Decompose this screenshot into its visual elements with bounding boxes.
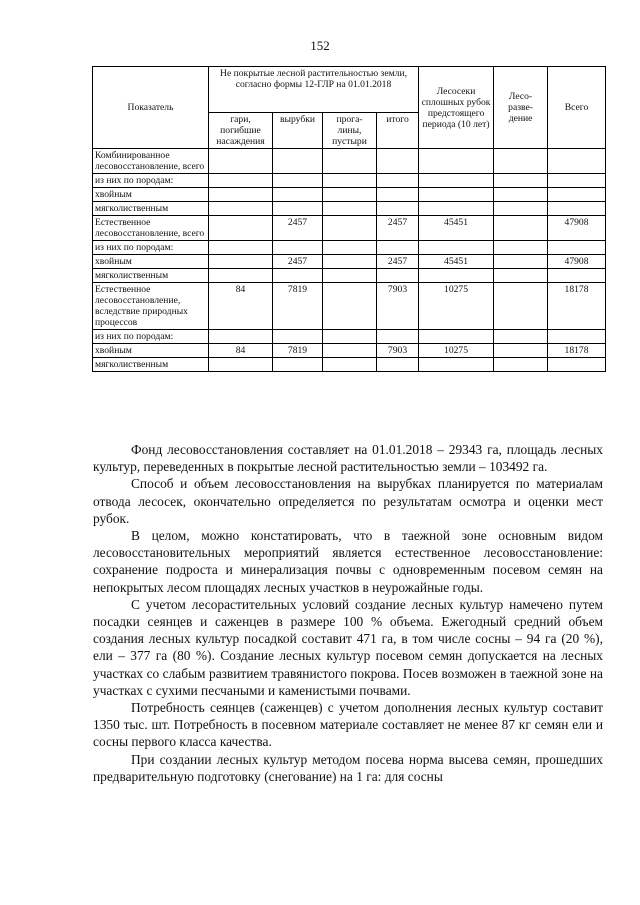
cell-total [377, 149, 419, 174]
cell-glades [323, 216, 377, 241]
cell-cuttings [273, 174, 323, 188]
cell-cuttings [273, 330, 323, 344]
cell-total [377, 188, 419, 202]
cell-clearcut [419, 330, 494, 344]
cell-all: 47908 [548, 255, 606, 269]
table-row [93, 188, 606, 202]
cell-glades [323, 344, 377, 358]
cell-clearcut: 45451 [419, 255, 494, 269]
cell-burnt [209, 269, 273, 283]
header-cuttings: вырубки [273, 113, 323, 149]
row-label: из них по породам: [93, 241, 209, 255]
cell-total: 7903 [377, 344, 419, 358]
cell-all [548, 330, 606, 344]
cell-total [377, 269, 419, 283]
header-reforest: Лесо-разве-дение [494, 67, 548, 149]
cell-reforest [494, 330, 548, 344]
row-label: хвойным [93, 255, 209, 269]
cell-all [548, 188, 606, 202]
cell-clearcut [419, 188, 494, 202]
cell-glades [323, 283, 377, 330]
cell-burnt: 84 [209, 283, 273, 330]
cell-glades [323, 269, 377, 283]
header-not-covered-group: Не покрытые лесной растительностью земли, согласно формы 12-ГЛР на 01.01.2018 [209, 67, 419, 113]
reforestation-table [92, 66, 606, 372]
cell-all: 18178 [548, 283, 606, 330]
cell-clearcut: 10275 [419, 283, 494, 330]
cell-all [548, 241, 606, 255]
cell-all [548, 358, 606, 372]
cell-reforest [494, 269, 548, 283]
cell-glades [323, 174, 377, 188]
header-indicator: Показатель [93, 67, 209, 149]
cell-burnt [209, 241, 273, 255]
cell-burnt [209, 358, 273, 372]
row-label: хвойным [93, 344, 209, 358]
paragraph: При создании лесных культур методом посева норма высева семян, прошедших предварительную подготовку (снегование) на 1 га: для сосны [93, 751, 603, 784]
cell-burnt [209, 149, 273, 174]
cell-total: 7903 [377, 283, 419, 330]
cell-burnt [209, 202, 273, 216]
row-label: хвойным [93, 188, 209, 202]
cell-cuttings [273, 358, 323, 372]
cell-glades [323, 149, 377, 174]
table-row [93, 358, 606, 372]
table-row [93, 241, 606, 255]
row-label: из них по породам: [93, 174, 209, 188]
cell-reforest [494, 188, 548, 202]
cell-cuttings [273, 188, 323, 202]
cell-cuttings: 7819 [273, 344, 323, 358]
cell-total [377, 358, 419, 372]
cell-burnt [209, 330, 273, 344]
table-row [93, 202, 606, 216]
cell-clearcut [419, 174, 494, 188]
cell-reforest [494, 202, 548, 216]
cell-reforest [494, 255, 548, 269]
cell-cuttings [273, 149, 323, 174]
table-row [93, 330, 606, 344]
table-row [93, 255, 606, 269]
paragraph: Фонд лесовосстановления составляет на 01.01.2018 – 29343 га, площадь лесных культур, переведенных в покрытые лесной растительностью земли – 103492 га. [93, 442, 603, 475]
cell-total [377, 202, 419, 216]
row-label: мягколиственным [93, 202, 209, 216]
row-label: мягколиственным [93, 269, 209, 283]
paragraph: В целом, можно констатировать, что в таежной зоне основным видом лесовосстановительных мероприятий является естественное лесовосстановление: сохранение подроста и минерализация почвы с одновременным посевом семян на непокрытых лесом площадях лесных участков в неурожайные годы. [93, 528, 603, 595]
cell-reforest [494, 216, 548, 241]
header-burnt: гари, погибшие насаждения [209, 113, 273, 149]
table-row [93, 149, 606, 174]
cell-clearcut [419, 241, 494, 255]
cell-glades [323, 188, 377, 202]
cell-burnt [209, 188, 273, 202]
header-all: Всего [548, 67, 606, 149]
header-glades: прога-лины, пустыри [323, 113, 377, 149]
table-row [93, 269, 606, 283]
cell-burnt: 84 [209, 344, 273, 358]
cell-reforest [494, 241, 548, 255]
row-label: Естественное лесовосстановление, вследствие природных процессов [93, 283, 209, 330]
cell-cuttings: 7819 [273, 283, 323, 330]
header-total: итого [377, 113, 419, 149]
cell-total [377, 174, 419, 188]
cell-cuttings [273, 269, 323, 283]
cell-all: 18178 [548, 344, 606, 358]
cell-total: 2457 [377, 255, 419, 269]
cell-clearcut: 10275 [419, 344, 494, 358]
paragraph: Потребность сеянцев (саженцев) с учетом дополнения лесных культур составит 1350 тыс. шт. Потребность в посевном материале составляет не менее 87 кг семян ели и сосны первого класса качества. [93, 700, 603, 750]
cell-burnt [209, 174, 273, 188]
cell-glades [323, 202, 377, 216]
cell-all [548, 202, 606, 216]
cell-reforest [494, 358, 548, 372]
table-row [93, 283, 606, 330]
cell-clearcut [419, 149, 494, 174]
table-row [93, 344, 606, 358]
cell-reforest [494, 149, 548, 174]
paragraph: С учетом лесорастительных условий создание лесных культур намечено путем посадки сеянцев и саженцев в размере 100 % объема. Ежегодный средний объем создания лесных культур посадкой составит 471 га, в том числе сосны – 94 га (20 %), ели – 377 га (80 %). Создание лесных культур посевом семян допускается на лесных участках со слабым развитием травянистого покрова. Посев возможен в таежной зоне на участках с сухими песчаными и каменистыми почвами. [93, 596, 603, 698]
page-number: 152 [310, 38, 330, 53]
cell-all: 47908 [548, 216, 606, 241]
cell-all [548, 149, 606, 174]
body-text [93, 441, 603, 785]
row-label: Комбинированное лесовосстановление, всего [93, 149, 209, 174]
cell-reforest [494, 283, 548, 330]
header-clearcut: Лесосеки сплошных рубок предстоящего периода (10 лет) [419, 67, 494, 149]
cell-total [377, 330, 419, 344]
cell-cuttings: 2457 [273, 255, 323, 269]
table-row [93, 174, 606, 188]
cell-total: 2457 [377, 216, 419, 241]
cell-glades [323, 241, 377, 255]
cell-cuttings: 2457 [273, 216, 323, 241]
cell-glades [323, 330, 377, 344]
table-row [93, 216, 606, 241]
cell-reforest [494, 344, 548, 358]
cell-clearcut [419, 202, 494, 216]
paragraph: Способ и объем лесовосстановления на вырубках планируется по материалам отвода лесосек, окончательно определяется по результатам осмотра и оценки мест рубок. [93, 476, 603, 526]
cell-burnt [209, 255, 273, 269]
cell-all [548, 269, 606, 283]
cell-reforest [494, 174, 548, 188]
row-label: из них по породам: [93, 330, 209, 344]
cell-glades [323, 255, 377, 269]
cell-clearcut: 45451 [419, 216, 494, 241]
cell-total [377, 241, 419, 255]
cell-cuttings [273, 241, 323, 255]
row-label: мягколиственным [93, 358, 209, 372]
cell-burnt [209, 216, 273, 241]
cell-glades [323, 358, 377, 372]
cell-all [548, 174, 606, 188]
cell-cuttings [273, 202, 323, 216]
row-label: Естественное лесовосстановление, всего [93, 216, 209, 241]
cell-clearcut [419, 358, 494, 372]
cell-clearcut [419, 269, 494, 283]
